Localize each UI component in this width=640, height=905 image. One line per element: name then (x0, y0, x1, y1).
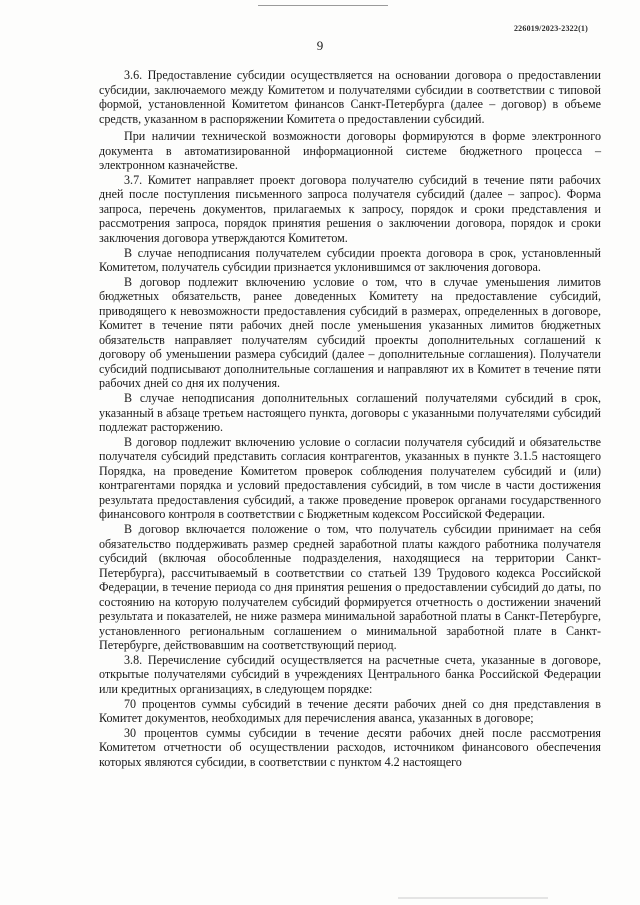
paragraph-wages: В договор включается положение о том, что получатель субсидии принимает на себя обязательство поддерживать размер средней заработной платы каждого работника получателя субсидий (включая обособленные подразделения, находящиеся на территории Санкт-Петербурга), рассчитываемый в соответствии со статьей 139 Трудового кодекса Российской Федерации, в течение периода со дня принятия решения о предоставлении субсидий до даты, по состоянию на которую получателем субсидий формируется отчетность о достижении значений результата и показателей, не ниже размера минимальной заработной платы в Санкт-Петербурге, установленного региональным соглашением о минимальной заработной плате в Санкт-Петербурге, действовавшим на соответствующий период. (99, 521, 601, 653)
page-number: 9 (316, 38, 324, 53)
scan-mark (398, 897, 548, 899)
paragraph-70-percent: 70 процентов суммы субсидий в течение десяти рабочих дней со дня представления в Комитет документов, необходимых для перечисления аванса, указанных в договоре; (99, 696, 601, 726)
paragraph-3-7: 3.7. Комитет направляет проект договора получателю субсидий в течение пяти рабочих дней после поступления письменного запроса получателя субсидий (далее – запрос). Форма запроса, перечень документов, прилагаемых к запросу, порядок и сроки представления и рассмотрения запроса, порядок принятия решения о заключении договора, порядок и сроки заключения договора утверждаются Комитетом. (99, 172, 601, 246)
body-text (99, 68, 601, 769)
paragraph-termination: В случае неподписания дополнительных соглашений получателями субсидий в срок, указанный в абзаце третьем настоящего пункта, договоры с указанными получателями субсидий подлежат расторжению. (99, 391, 601, 435)
document-id: 226019/2023-2322(1) (513, 24, 588, 33)
paragraph-30-percent: 30 процентов суммы субсидии в течение десяти рабочих дней после рассмотрения Комитетом отчетности об осуществлении расходов, источником финансового обеспечения которых являются субсидии, в соответствии с пунктом 4.2 настоящего (99, 725, 601, 769)
paragraph-3-6: 3.6. Предоставление субсидии осуществляется на основании договора о предоставлении субсидии, заключаемого между Комитетом и получателями субсидии в соответствии с типовой формой, установленной Комитетом финансов Санкт-Петербурга (далее – договор) в объеме средств, указанном в распоряжении Комитета о предоставлении субсидий. (99, 68, 601, 126)
top-rule (258, 5, 388, 6)
paragraph-non-signing: В случае неподписания получателем субсидии проекта договора в срок, установленный Комитетом, получатель субсидии признается уклонившимся от заключения договора. (99, 245, 601, 275)
paragraph-consent: В договор подлежит включению условие о согласии получателя субсидий и обязательстве получателя субсидий представить согласия контрагентов, указанных в пункте 3.1.5 настоящего Порядка, на проведение Комитетом проверок соблюдения получателем субсидий и (или) контрагентами порядка и условий предоставления субсидий, в том числе в части достижения результата предоставления субсидий, а также проведение проверок органами государственного финансового контроля в соответствии с Бюджетным кодексом Российской Федерации. (99, 434, 601, 522)
paragraph-electronic-form: При наличии технической возможности договоры формируются в форме электронного документа в автоматизированной информационной системе бюджетного процесса – электронном казначействе. (99, 129, 601, 173)
paragraph-3-8: 3.8. Перечисление субсидий осуществляется на расчетные счета, указанные в договоре, открытые получателями субсидий в учреждениях Центрального банка Российской Федерации или кредитных организациях, в следующем порядке: (99, 652, 601, 696)
paragraph-limit-reduction: В договор подлежит включению условие о том, что в случае уменьшения лимитов бюджетных обязательств, ранее доведенных Комитету на предоставление субсидий, приводящего к невозможности предоставления субсидий в размерах, определенных в договоре, Комитет в течение пяти рабочих дней после уменьшения указанных лимитов бюджетных обязательств направляет получателям субсидий проекты дополнительных соглашений к договору об уменьшении размера субсидий (далее – дополнительные соглашения). Получатели субсидий подписывают дополнительные соглашения и направляют их в Комитет в течение пяти рабочих дней со дня их получения. (99, 274, 601, 391)
